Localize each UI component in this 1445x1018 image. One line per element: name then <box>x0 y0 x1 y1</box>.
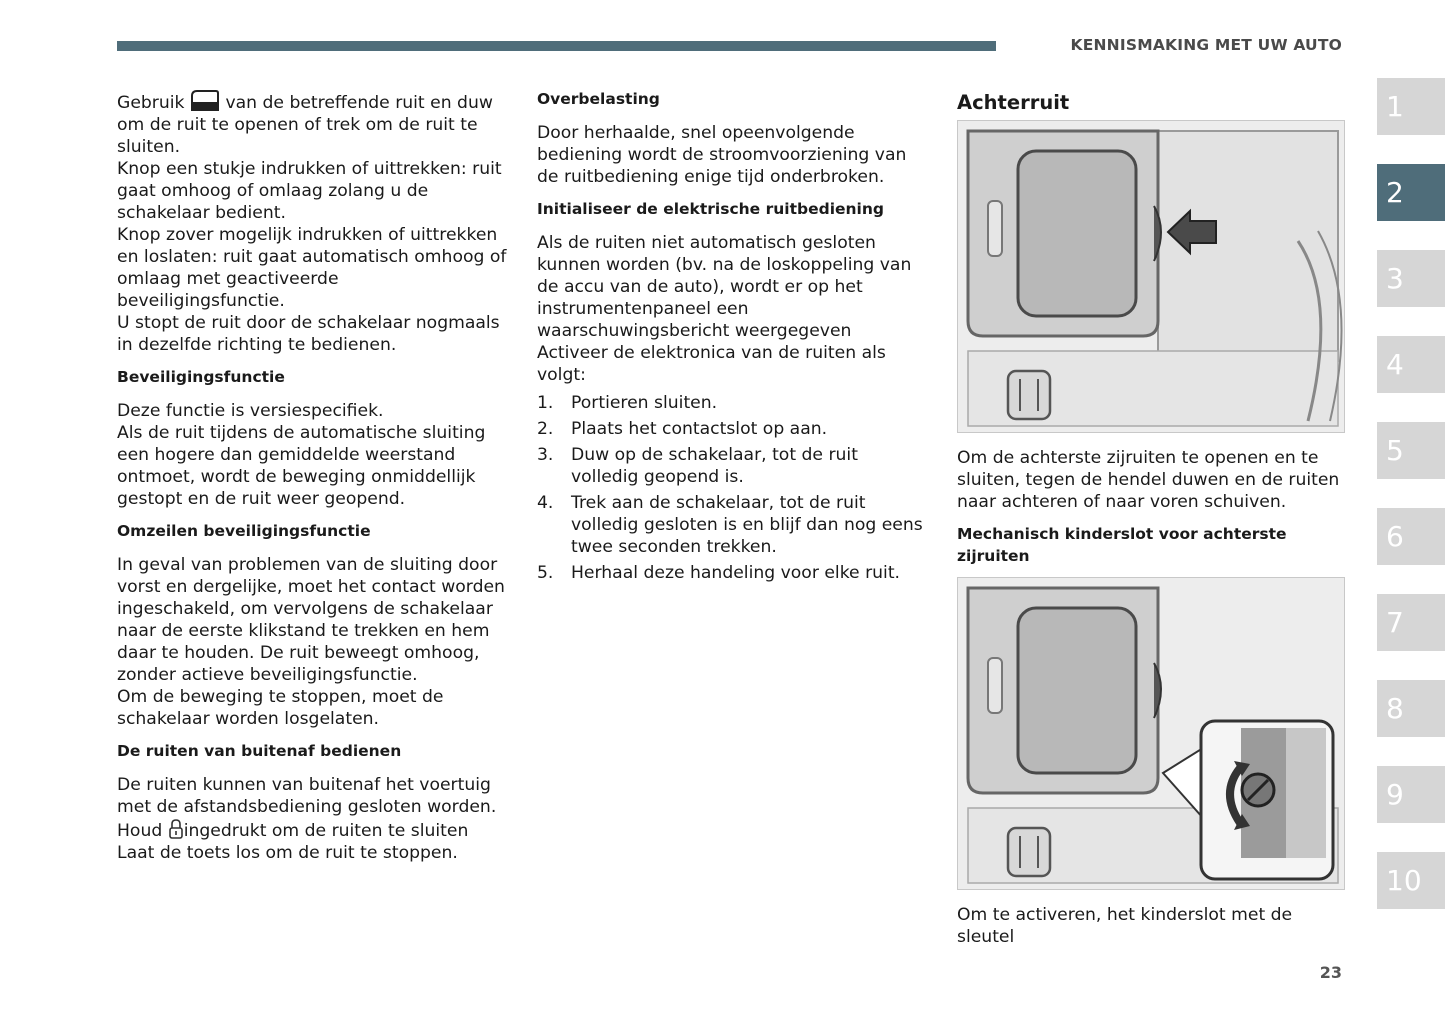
omzeilen-text-1: In geval van problemen van de sluiting door vorst en dergelijke, moet het contact worden ingeschakeld, om vervolgens de schakelaar naar de eerste klikstand te trekken en hem daar te houden. De ruit beweegt omhoog, zonder actieve beveiligingsfunctie. <box>117 555 505 685</box>
paragraph-initialiseer <box>537 232 927 386</box>
buitenaf-text-2-after: ingedrukt om de ruiten te sluiten <box>183 821 469 841</box>
paragraph-usage <box>117 88 509 356</box>
step-text: Duw op de schakelaar, tot de ruit volledig geopend is. <box>571 445 858 487</box>
buitenaf-text-1: De ruiten kunnen van buitenaf het voertuig met de afstandsbediening gesloten worden. <box>117 775 497 817</box>
window-switch-icon <box>190 88 220 112</box>
paragraph-omzeilen <box>117 554 509 730</box>
chapter-tab-4[interactable]: 4 <box>1377 336 1445 393</box>
chapter-tab-3[interactable]: 3 <box>1377 250 1445 307</box>
beveiliging-text-1: Deze functie is versiespecifiek. <box>117 401 384 421</box>
heading-overbelasting: Overbelasting <box>537 90 660 108</box>
step-text: Portieren sluiten. <box>571 393 718 413</box>
usage-text-after: van de betreffende ruit en duw om de ruit te openen of trek om de ruit te sluiten. <box>117 93 493 157</box>
steps-list <box>537 392 927 584</box>
heading-kinderslot: Mechanisch kinderslot voor achterste zijruiten <box>957 525 1287 565</box>
beveiliging-text-2: Als de ruit tijdens de automatische sluiting een hogere dan gemiddelde weerstand ontmoet, wordt de beweging onmiddellijk gestopt en de ruit weer geopend. <box>117 423 486 509</box>
step-text: Trek aan de schakelaar, tot de ruit volledig gesloten is en blijf dan nog eens twee seconden trekken. <box>571 493 923 557</box>
heading-omzeilen: Omzeilen beveiligingsfunctie <box>117 522 371 540</box>
list-item <box>537 562 927 584</box>
step-text: Plaats het contactslot op aan. <box>571 419 828 439</box>
page-number: 23 <box>1319 963 1342 982</box>
chapter-tab-9[interactable]: 9 <box>1377 766 1445 823</box>
child-lock-illustration <box>957 577 1345 890</box>
heading-initialiseer: Initialiseer de elektrische ruitbediening <box>537 200 884 218</box>
list-item <box>537 444 927 488</box>
chapter-tab-5[interactable]: 5 <box>1377 422 1445 479</box>
chapter-tab-10[interactable]: 10 <box>1377 852 1445 909</box>
usage-stop: U stopt de ruit door de schakelaar nogmaals in dezelfde richting te bedienen. <box>117 313 500 355</box>
paragraph-kinderslot: Om te activeren, het kinderslot met de sleutel <box>957 905 1293 947</box>
chapter-tab-1[interactable]: 1 <box>1377 78 1445 135</box>
heading-buitenaf: De ruiten van buitenaf bedienen <box>117 742 402 760</box>
rear-window-illustration <box>957 120 1345 433</box>
buitenaf-text-2-before: Houd <box>117 821 163 841</box>
column-1 <box>117 88 509 874</box>
usage-short-press: Knop een stukje indrukken of uittrekken: ruit gaat omhoog of omlaag zolang u de schakelaar bedient. <box>117 159 502 223</box>
chapter-tab-8[interactable]: 8 <box>1377 680 1445 737</box>
paragraph-overbelasting: Door herhaalde, snel opeenvolgende bediening wordt de stroomvoorziening van de ruitbediening enige tijd onderbroken. <box>537 123 907 187</box>
step-number: 2. <box>537 419 554 439</box>
column-2 <box>537 88 927 588</box>
list-item <box>537 418 927 440</box>
chapter-tab-7[interactable]: 7 <box>1377 594 1445 651</box>
step-text: Herhaal deze handeling voor elke ruit. <box>571 563 901 583</box>
initialiseer-text-2: Activeer de elektronica van de ruiten als volgt: <box>537 343 886 385</box>
column-3 <box>957 88 1347 958</box>
paragraph-achterruit: Om de achterste zijruiten te openen en te sluiten, tegen de hendel duwen en de ruiten naar achteren of naar voren schuiven. <box>957 448 1340 512</box>
omzeilen-text-2: Om de beweging te stoppen, moet de schakelaar worden losgelaten. <box>117 687 444 729</box>
step-number: 1. <box>537 393 554 413</box>
usage-text-before: Gebruik <box>117 93 185 113</box>
list-item <box>537 492 927 558</box>
chapter-title: KENNISMAKING MET UW AUTO <box>1070 36 1342 54</box>
step-number: 3. <box>537 445 554 465</box>
paragraph-buitenaf <box>117 774 509 864</box>
step-number: 4. <box>537 493 554 513</box>
heading-achterruit: Achterruit <box>957 91 1070 114</box>
heading-beveiliging: Beveiligingsfunctie <box>117 368 285 386</box>
chapter-tab-6[interactable]: 6 <box>1377 508 1445 565</box>
initialiseer-text-1: Als de ruiten niet automatisch gesloten kunnen worden (bv. na de loskoppeling van de accu van de auto), wordt er op het instrumentenpaneel een waarschuwingsbericht weergegeven <box>537 233 912 341</box>
step-number: 5. <box>537 563 554 583</box>
usage-long-press: Knop zover mogelijk indrukken of uittrekken en loslaten: ruit gaat automatisch omhoog of omlaag met geactiveerde beveiligingsfunctie. <box>117 225 507 311</box>
buitenaf-text-3: Laat de toets los om de ruit te stoppen. <box>117 843 458 863</box>
padlock-icon <box>168 818 184 840</box>
list-item <box>537 392 927 414</box>
header-bar <box>117 41 996 51</box>
chapter-tab-2[interactable]: 2 <box>1377 164 1445 221</box>
paragraph-beveiliging <box>117 400 509 510</box>
